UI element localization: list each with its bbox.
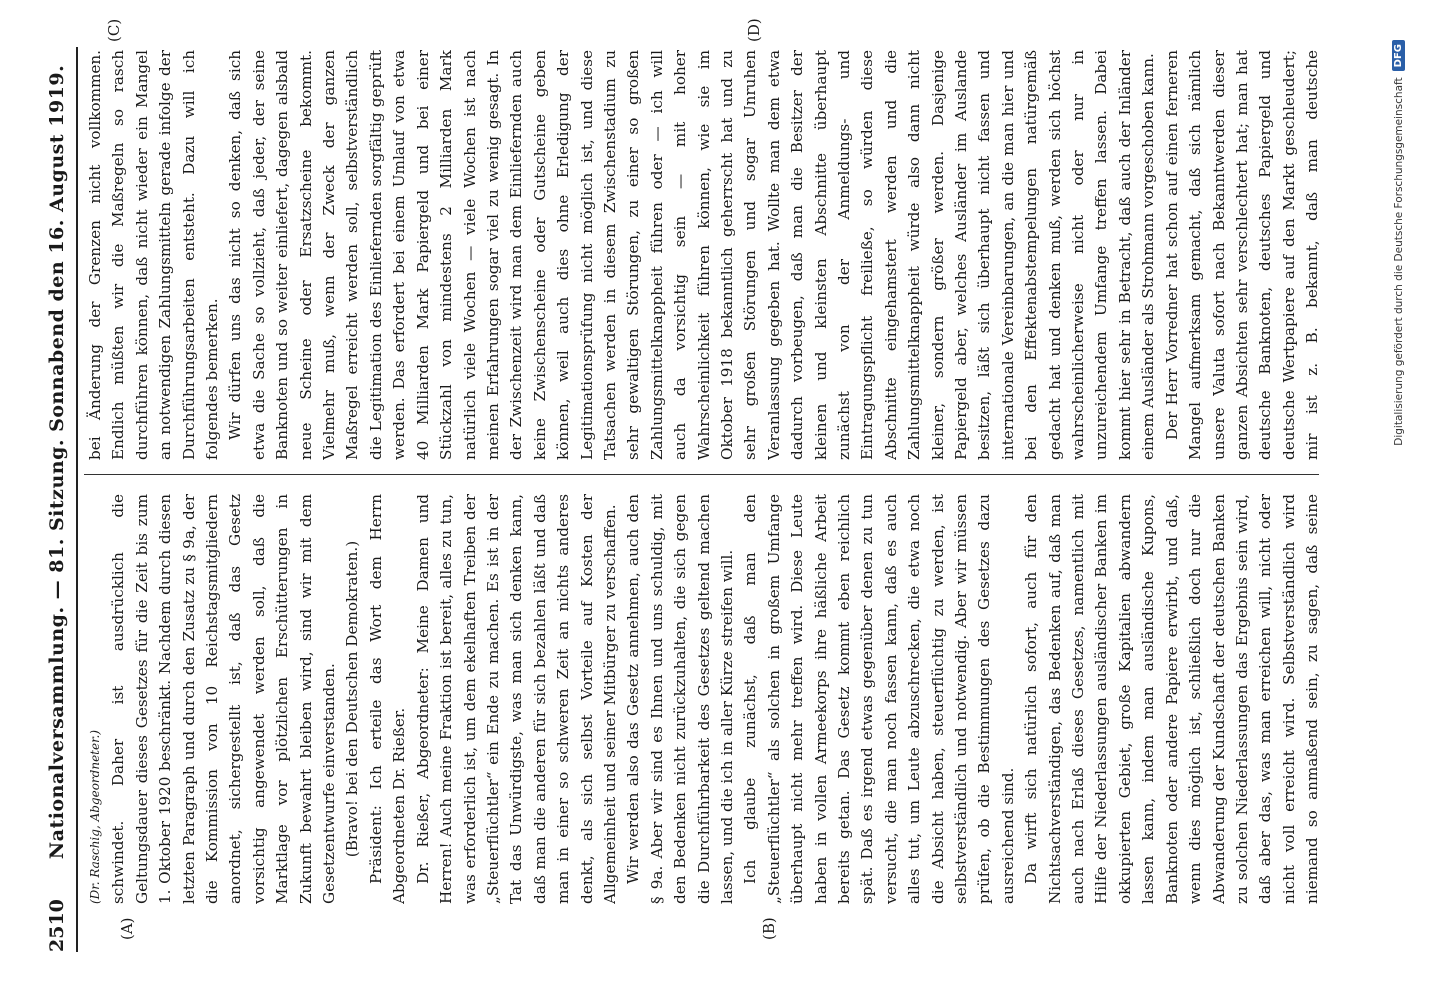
paragraph: Wir dürfen uns das nicht so denken, daß sich etwa die Sache so vollzieht, daß jeder, der seine Banknoten und so weiter einliefert, dagegen alsbald neue Scheine oder Ersatzscheine bekommt. Vielmehr muß, wenn der Zweck der ganzen Maßregel erreicht werden soll, selbstverständlich die Legitimation des Einliefernden sorgfältig geprüft werden. Das erfordert bei einem Umlauf von etwa 40 Milliarden Mark Papiergeld und bei einer Stückzahl von mindestens 2 Milliarden Mark natürlich viele Wochen — viele Wochen ist nach meinen Erfahrungen sogar viel zu wenig gesagt. In der Zwischenzeit wird man dem Einliefernden auch keine Zwischenscheine oder Gutscheine geben können, weil auch dies ohne Erledigung der Legitimationsprüfung nicht möglich ist, und diese Tatsachen werden in diesem Zwischenstadium zu sehr gewaltigen Störungen, zu einer so großen Zahlungsmittelknappheit führen oder — ich will auch da vorsichtig sein — mit hoher Wahrscheinlichkeit führen können, wie sie im Oktober 1918 bekanntlich geherrscht hat und zu sehr großen Störungen und sogar Unruhen Veranlassung gegeben hat. Wollte man dem etwa dadurch vorbeugen, daß man die Besitzer der kleinen und kleinsten Abschnitte überhaupt zunächst von der Anmeldungs- und Eintragungspflicht freiließe, so würden diese Abschnitte eingehamstert werden und die Zahlungsmittelknappheit würde also dann nicht kleiner, sondern größer werden. Dasjenige Papiergeld aber, welches Ausländer im Auslande besitzen, läßt sich überhaupt nicht fassen und internationale Vereinbarungen, an die man hier und bei den Effektenabstempelungen natürgemäß gedacht hat und denken muß, werden sich höchst wahrscheinlicherweise nicht oder nur in unzureichendem Umfange treffen lassen. Dabei kommt hier sehr in Betracht, daß auch der Inländer einem Ausländer als Strohmann vorgeschoben kann. bbox=[226, 50, 1158, 460]
column-divider bbox=[84, 474, 1319, 475]
header-rule bbox=[76, 47, 78, 952]
margin-marker-c: (C) bbox=[105, 18, 123, 42]
page-number: 2510 bbox=[46, 899, 68, 952]
margin-marker-b: (B) bbox=[760, 917, 778, 940]
dfg-logo: DFG bbox=[1392, 40, 1405, 71]
paragraph: Da wirft sich natürlich sofort, auch für den Nichtsachverständigen, das Bedenken auf, daß man auch nach Erlaß dieses Gesetzes, namentlich mit Hilfe der Niederlassungen ausländischer Banken im okkupierten Gebiet, große Kapitalien abwandern lassen kann, indem man ausländische Kupons, Banknoten oder andere Papiere erwirbt, und daß, wenn dies möglich ist, schließlich doch nur die Abwanderung der Kundschaft der deutschen Banken zu solchen Niederlassungen das Ergebnis sein wird, daß aber das, was man erreichen will, nicht oder nicht voll erreicht wird. Selbstverständlich wird niemand so anmaßend sein, zu sagen, daß seine bbox=[1022, 494, 1322, 904]
paragraph: Präsident: Ich erteile das Wort dem Herrn Abgeordneten Dr. Rießer. bbox=[366, 494, 409, 904]
digitization-note: Digitalisierung gefördert durch die Deutsche Forschungsgemeinschaft bbox=[1392, 77, 1405, 446]
paragraph: Ich glaube zunächst, daß man den „Steuerflüchtler“ als solchen in großem Umfange überhaupt nicht mehr treffen wird. Diese Leute haben in vollen Armeekorps ihre häßliche Arbeit bereits getan. Das Gesetz kommt eben reichlich spät. Daß es irgend etwas gegenüber denen zu tun versucht, die man noch fassen kann, daß es auch alles tut, um Leute abzuschrecken, die etwa noch die Absicht haben, steuerflüchtig zu werden, ist selbstverständlich und notwendig. Aber wir müssen prüfen, ob die Bestimmungen des Gesetzes dazu ausreichend sind. bbox=[741, 494, 1017, 904]
paragraph: Der Herr Vorredner hat schon auf einen ferneren Mangel aufmerksam gemacht, daß sich nämlich unsere Valuta sofort nach Bekanntwerden dieser ganzen Absichten sehr verschlechtert hat; man hat deutsche Banknoten, deutsches Papiergeld und deutsche Wertpapiere auf den Markt geschleudert; mir ist z. B. bekannt, daß man deutsche bbox=[1162, 50, 1322, 460]
speaker-label: (Dr. Raschig, Abgeordneter.) bbox=[88, 729, 102, 904]
margin-marker-d: (D) bbox=[745, 18, 763, 42]
paragraph: bei Änderung der Grenzen nicht vollkommen. Endlich müßten wir die Maßregeln so rasch durchführen können, daß nicht wieder ein Mangel an notwendigen Zahlungsmitteln gerade infolge der Durchführungsarbeiten entsteht. Dazu will ich folgendes bemerken. bbox=[86, 50, 222, 460]
paragraph: schwindet. Daher ist ausdrücklich die Geltungsdauer dieses Gesetzes für die Zeit bis zum 1. Oktober 1920 beschränkt. Nachdem durch diesen letzten Paragraph und durch den Zusatz zu § 9a, der die Kommission von 10 Reichstagsmitgliedern anordnet, sichergestellt ist, daß das Gesetz vorsichtig angewendet werden soll, daß die Marktlage vor plötzlichen Erschütterungen in Zukunft bewahrt bleiben wird, sind wir mit dem Gesetzentwurfe einverstanden. bbox=[109, 494, 339, 904]
paragraph: Dr. Rießer, Abgeordneter: Meine Damen und Herren! Auch meine Fraktion ist bereit, alles zu tun, was erforderlich ist, um dem ekelhaften Treiben der „Steuerflüchtler“ ein Ende zu machen. Es ist in der Tat das Unwürdigste, was man sich denken kann, daß man die anderen für sich bezahlen läßt und daß man in einer so schweren Zeit an nichts anderes denkt, als sich selbst Vorteile auf Kosten der Allgemeinheit und seiner Mitbürger zu verschaffen. bbox=[413, 494, 619, 904]
paragraph: (Bravo! bei den Deutschen Demokraten.) bbox=[343, 540, 362, 858]
page-title: Nationalversammlung. — 81. Sitzung. Sonnabend den 16. August 1919. bbox=[46, 64, 68, 860]
left-column bbox=[84, 494, 1324, 904]
paragraph: Wir werden also das Gesetz annehmen, auch den § 9a. Aber wir sind es Ihnen und uns schuldig, mit den Bedenken nicht zurückzuhalten, die sich gegen die Durchführbarkeit des Gesetzes geltend machen lassen, und die ich in aller Kürze streifen will. bbox=[624, 494, 736, 904]
margin-marker-a: (A) bbox=[118, 917, 136, 940]
right-column bbox=[84, 50, 1324, 460]
page-header bbox=[42, 52, 72, 952]
digitization-footer bbox=[1392, 40, 1405, 960]
